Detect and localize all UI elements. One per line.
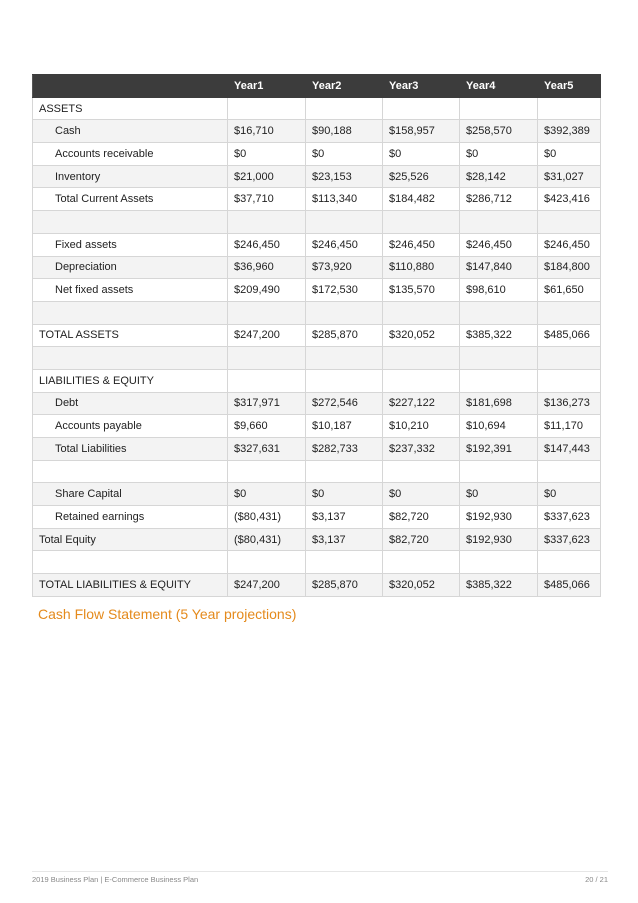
table-row bbox=[33, 279, 601, 302]
row-label: Retained earnings bbox=[33, 506, 228, 529]
value-cell: $192,930 bbox=[460, 506, 538, 529]
value-cell: $110,880 bbox=[383, 256, 460, 279]
value-cell: $184,800 bbox=[538, 256, 601, 279]
value-cell: $11,170 bbox=[538, 415, 601, 438]
value-cell: $246,450 bbox=[538, 233, 601, 256]
row-label: Total Equity bbox=[33, 528, 228, 551]
value-cell bbox=[538, 97, 601, 120]
row-label bbox=[33, 211, 228, 234]
balance-sheet-table bbox=[32, 74, 601, 597]
row-label: LIABILITIES & EQUITY bbox=[33, 369, 228, 392]
table-row bbox=[33, 483, 601, 506]
value-cell: $385,322 bbox=[460, 324, 538, 347]
table-row bbox=[33, 460, 601, 483]
value-cell: $0 bbox=[228, 483, 306, 506]
table-header bbox=[33, 75, 601, 98]
value-cell: $98,610 bbox=[460, 279, 538, 302]
value-cell bbox=[383, 460, 460, 483]
value-cell bbox=[228, 97, 306, 120]
row-label: Cash bbox=[33, 120, 228, 143]
value-cell: $258,570 bbox=[460, 120, 538, 143]
value-cell: $423,416 bbox=[538, 188, 601, 211]
value-cell bbox=[460, 97, 538, 120]
table-row bbox=[33, 415, 601, 438]
value-cell: $23,153 bbox=[306, 165, 383, 188]
value-cell bbox=[228, 460, 306, 483]
value-cell bbox=[306, 347, 383, 370]
value-cell bbox=[460, 369, 538, 392]
row-label: Share Capital bbox=[33, 483, 228, 506]
row-label: Debt bbox=[33, 392, 228, 415]
value-cell: $184,482 bbox=[383, 188, 460, 211]
value-cell: $0 bbox=[460, 483, 538, 506]
value-cell bbox=[306, 551, 383, 574]
value-cell: $82,720 bbox=[383, 506, 460, 529]
value-cell: $82,720 bbox=[383, 528, 460, 551]
value-cell: $9,660 bbox=[228, 415, 306, 438]
value-cell: $485,066 bbox=[538, 324, 601, 347]
value-cell: $25,526 bbox=[383, 165, 460, 188]
value-cell bbox=[383, 347, 460, 370]
value-cell: $73,920 bbox=[306, 256, 383, 279]
value-cell: $181,698 bbox=[460, 392, 538, 415]
value-cell: $0 bbox=[460, 143, 538, 166]
table-row bbox=[33, 506, 601, 529]
value-cell: $0 bbox=[306, 143, 383, 166]
table-row bbox=[33, 120, 601, 143]
row-label: Accounts payable bbox=[33, 415, 228, 438]
value-cell: $158,957 bbox=[383, 120, 460, 143]
header-cell-label bbox=[33, 75, 228, 98]
value-cell: $285,870 bbox=[306, 574, 383, 597]
value-cell: $247,200 bbox=[228, 324, 306, 347]
table-row bbox=[33, 301, 601, 324]
footer-document-title: 2019 Business Plan | E-Commerce Business Plan bbox=[32, 875, 199, 884]
table-row bbox=[33, 528, 601, 551]
value-cell: $147,443 bbox=[538, 438, 601, 461]
value-cell bbox=[383, 301, 460, 324]
value-cell: $172,530 bbox=[306, 279, 383, 302]
table-row bbox=[33, 211, 601, 234]
table-row bbox=[33, 369, 601, 392]
value-cell: $31,027 bbox=[538, 165, 601, 188]
table-row bbox=[33, 165, 601, 188]
table-row bbox=[33, 143, 601, 166]
value-cell: $0 bbox=[538, 143, 601, 166]
row-label: Inventory bbox=[33, 165, 228, 188]
value-cell: $320,052 bbox=[383, 574, 460, 597]
value-cell: $113,340 bbox=[306, 188, 383, 211]
value-cell: $337,623 bbox=[538, 506, 601, 529]
value-cell: $237,332 bbox=[383, 438, 460, 461]
row-label: Depreciation bbox=[33, 256, 228, 279]
value-cell: $136,273 bbox=[538, 392, 601, 415]
value-cell bbox=[306, 369, 383, 392]
table-row bbox=[33, 188, 601, 211]
value-cell: $327,631 bbox=[228, 438, 306, 461]
value-cell bbox=[460, 460, 538, 483]
value-cell: $246,450 bbox=[460, 233, 538, 256]
table-body bbox=[33, 97, 601, 596]
value-cell: $16,710 bbox=[228, 120, 306, 143]
value-cell: $36,960 bbox=[228, 256, 306, 279]
value-cell: ($80,431) bbox=[228, 506, 306, 529]
value-cell: $337,623 bbox=[538, 528, 601, 551]
value-cell bbox=[538, 460, 601, 483]
row-label: ASSETS bbox=[33, 97, 228, 120]
table-row bbox=[33, 233, 601, 256]
table-row bbox=[33, 551, 601, 574]
value-cell bbox=[460, 347, 538, 370]
header-cell-year: Year4 bbox=[460, 75, 538, 98]
table-row bbox=[33, 97, 601, 120]
value-cell: $61,650 bbox=[538, 279, 601, 302]
row-label: TOTAL LIABILITIES & EQUITY bbox=[33, 574, 228, 597]
value-cell: $209,490 bbox=[228, 279, 306, 302]
value-cell bbox=[538, 211, 601, 234]
row-label: Net fixed assets bbox=[33, 279, 228, 302]
header-row bbox=[33, 75, 601, 98]
row-label: Fixed assets bbox=[33, 233, 228, 256]
row-label bbox=[33, 347, 228, 370]
value-cell: $3,137 bbox=[306, 506, 383, 529]
row-label: Total Current Assets bbox=[33, 188, 228, 211]
value-cell bbox=[383, 551, 460, 574]
value-cell: $192,391 bbox=[460, 438, 538, 461]
value-cell bbox=[538, 301, 601, 324]
value-cell bbox=[460, 211, 538, 234]
value-cell: $192,930 bbox=[460, 528, 538, 551]
table-row bbox=[33, 347, 601, 370]
value-cell: $485,066 bbox=[538, 574, 601, 597]
value-cell: $385,322 bbox=[460, 574, 538, 597]
value-cell: $10,210 bbox=[383, 415, 460, 438]
value-cell: $0 bbox=[228, 143, 306, 166]
section-heading: Cash Flow Statement (5 Year projections) bbox=[38, 606, 297, 622]
value-cell bbox=[306, 460, 383, 483]
row-label bbox=[33, 551, 228, 574]
value-cell: $320,052 bbox=[383, 324, 460, 347]
value-cell bbox=[538, 551, 601, 574]
value-cell bbox=[228, 347, 306, 370]
value-cell: $246,450 bbox=[228, 233, 306, 256]
value-cell bbox=[306, 211, 383, 234]
value-cell: $286,712 bbox=[460, 188, 538, 211]
value-cell: $282,733 bbox=[306, 438, 383, 461]
value-cell: $272,546 bbox=[306, 392, 383, 415]
value-cell bbox=[383, 369, 460, 392]
value-cell: $0 bbox=[383, 483, 460, 506]
value-cell: $0 bbox=[383, 143, 460, 166]
value-cell: $317,971 bbox=[228, 392, 306, 415]
table-row bbox=[33, 256, 601, 279]
value-cell: $392,389 bbox=[538, 120, 601, 143]
value-cell bbox=[306, 301, 383, 324]
value-cell: $0 bbox=[306, 483, 383, 506]
value-cell: $246,450 bbox=[306, 233, 383, 256]
table-row bbox=[33, 324, 601, 347]
value-cell: $227,122 bbox=[383, 392, 460, 415]
value-cell: $10,187 bbox=[306, 415, 383, 438]
value-cell: $246,450 bbox=[383, 233, 460, 256]
table-row bbox=[33, 438, 601, 461]
value-cell: $10,694 bbox=[460, 415, 538, 438]
value-cell bbox=[228, 211, 306, 234]
value-cell: $0 bbox=[538, 483, 601, 506]
value-cell bbox=[228, 551, 306, 574]
value-cell bbox=[228, 369, 306, 392]
footer-page-number: 20 / 21 bbox=[585, 875, 608, 884]
value-cell: $135,570 bbox=[383, 279, 460, 302]
value-cell bbox=[538, 347, 601, 370]
value-cell bbox=[460, 301, 538, 324]
value-cell bbox=[538, 369, 601, 392]
table-row bbox=[33, 574, 601, 597]
table-row bbox=[33, 392, 601, 415]
value-cell bbox=[228, 301, 306, 324]
value-cell bbox=[306, 97, 383, 120]
row-label: TOTAL ASSETS bbox=[33, 324, 228, 347]
row-label: Total Liabilities bbox=[33, 438, 228, 461]
row-label bbox=[33, 301, 228, 324]
value-cell: $90,188 bbox=[306, 120, 383, 143]
value-cell bbox=[460, 551, 538, 574]
value-cell: $3,137 bbox=[306, 528, 383, 551]
header-cell-year: Year3 bbox=[383, 75, 460, 98]
header-cell-year: Year5 bbox=[538, 75, 601, 98]
row-label: Accounts receivable bbox=[33, 143, 228, 166]
row-label bbox=[33, 460, 228, 483]
value-cell: $37,710 bbox=[228, 188, 306, 211]
value-cell: $28,142 bbox=[460, 165, 538, 188]
value-cell: $247,200 bbox=[228, 574, 306, 597]
header-cell-year: Year1 bbox=[228, 75, 306, 98]
value-cell: ($80,431) bbox=[228, 528, 306, 551]
footer-divider bbox=[32, 871, 608, 872]
value-cell: $285,870 bbox=[306, 324, 383, 347]
value-cell: $147,840 bbox=[460, 256, 538, 279]
value-cell: $21,000 bbox=[228, 165, 306, 188]
value-cell bbox=[383, 211, 460, 234]
header-cell-year: Year2 bbox=[306, 75, 383, 98]
value-cell bbox=[383, 97, 460, 120]
